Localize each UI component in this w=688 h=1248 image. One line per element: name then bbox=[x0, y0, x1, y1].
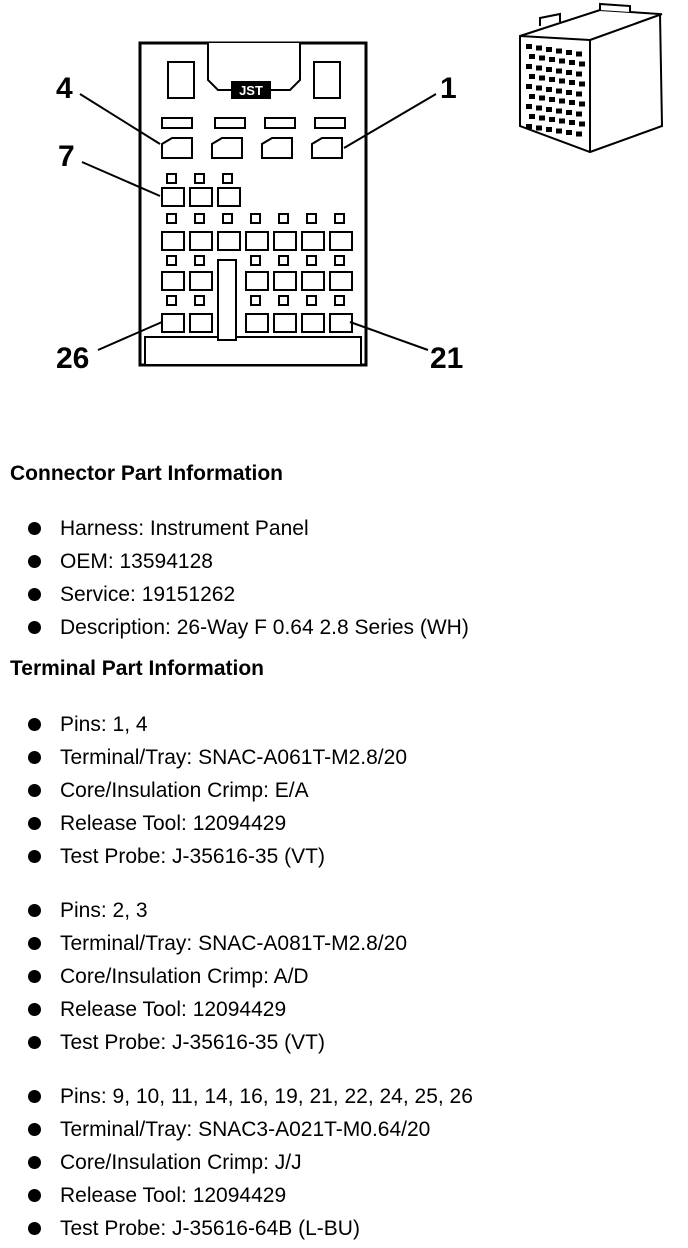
pin-label-7: 7 bbox=[58, 140, 75, 173]
bullet-icon bbox=[28, 970, 41, 983]
list-item: OEM: 13594128 bbox=[26, 545, 469, 578]
iso-cavity bbox=[536, 46, 542, 51]
iso-cavity bbox=[556, 109, 562, 114]
latch-window bbox=[307, 214, 316, 223]
bullet-icon bbox=[28, 1003, 41, 1016]
terminal-cavity bbox=[190, 232, 212, 250]
latch-window bbox=[279, 296, 288, 305]
iso-cavity bbox=[559, 119, 565, 124]
terminal-cavity bbox=[190, 272, 212, 290]
list-item: Release Tool: 12094429 bbox=[26, 807, 407, 840]
list-item: Test Probe: J-35616-35 (VT) bbox=[26, 1026, 407, 1059]
bullet-icon bbox=[28, 1123, 41, 1136]
iso-cavity bbox=[556, 89, 562, 94]
iso-cavity bbox=[566, 90, 572, 95]
list-item: Release Tool: 12094429 bbox=[26, 993, 407, 1026]
list-item: Pins: 2, 3 bbox=[26, 894, 407, 927]
list-item: Harness: Instrument Panel bbox=[26, 512, 469, 545]
iso-cavity bbox=[566, 50, 572, 55]
list-item: Description: 26-Way F 0.64 2.8 Series (WH) bbox=[26, 611, 469, 644]
iso-cavity bbox=[536, 66, 542, 71]
terminal-cavity bbox=[190, 314, 212, 332]
terminal-cavity bbox=[162, 272, 184, 290]
list-item: Service: 19151262 bbox=[26, 578, 469, 611]
latch-window bbox=[251, 296, 260, 305]
latch-window bbox=[251, 256, 260, 265]
list-item: Terminal/Tray: SNAC3-A021T-M0.64/20 bbox=[26, 1113, 473, 1146]
list-item: Core/Insulation Crimp: A/D bbox=[26, 960, 407, 993]
iso-cavity bbox=[566, 70, 572, 75]
iso-cavity bbox=[576, 52, 582, 57]
latch-window bbox=[195, 174, 204, 183]
latch-window bbox=[335, 214, 344, 223]
latch-window bbox=[307, 256, 316, 265]
connector-info-list bbox=[26, 512, 469, 644]
bullet-icon bbox=[28, 522, 41, 535]
iso-cavity bbox=[549, 117, 555, 122]
iso-cavity bbox=[579, 82, 585, 87]
bullet-icon bbox=[28, 784, 41, 797]
list-item: Terminal/Tray: SNAC-A081T-M2.8/20 bbox=[26, 927, 407, 960]
terminal-group-1 bbox=[26, 708, 407, 873]
iso-cavity bbox=[526, 104, 532, 109]
latch-window bbox=[279, 214, 288, 223]
terminal-group-3 bbox=[26, 1080, 473, 1245]
terminal-cavity bbox=[302, 232, 324, 250]
latch-window bbox=[223, 214, 232, 223]
terminal-cavity bbox=[274, 272, 296, 290]
iso-cavity bbox=[556, 129, 562, 134]
terminal-cavity bbox=[246, 314, 268, 332]
terminal-cavity bbox=[162, 188, 184, 206]
bullet-icon bbox=[28, 1189, 41, 1202]
bullet-icon bbox=[28, 1156, 41, 1169]
iso-cavity bbox=[576, 112, 582, 117]
bullet-icon bbox=[28, 1090, 41, 1103]
iso-cavity bbox=[569, 120, 575, 125]
latch-window bbox=[251, 214, 260, 223]
bullet-icon bbox=[28, 555, 41, 568]
terminal-cavity bbox=[190, 188, 212, 206]
terminal-cavity bbox=[162, 314, 184, 332]
bullet-icon bbox=[28, 937, 41, 950]
list-item: Test Probe: J-35616-64B (L-BU) bbox=[26, 1212, 473, 1245]
iso-cavity bbox=[529, 114, 535, 119]
iso-cavity bbox=[579, 62, 585, 67]
iso-cavity bbox=[526, 84, 532, 89]
iso-cavity bbox=[549, 77, 555, 82]
bullet-icon bbox=[28, 588, 41, 601]
terminal-cavity bbox=[274, 232, 296, 250]
latch-window bbox=[223, 174, 232, 183]
latch-window bbox=[195, 296, 204, 305]
jst-logo-text: JST bbox=[239, 83, 263, 98]
latch-window bbox=[195, 214, 204, 223]
terminal-cavity bbox=[330, 272, 352, 290]
terminal-cavity bbox=[302, 272, 324, 290]
iso-cavity bbox=[529, 54, 535, 59]
iso-cavity bbox=[576, 92, 582, 97]
iso-cavity bbox=[576, 72, 582, 77]
list-item: Release Tool: 12094429 bbox=[26, 1179, 473, 1212]
connector-face-diagram bbox=[0, 0, 688, 420]
iso-cavity bbox=[539, 56, 545, 61]
iso-cavity bbox=[569, 80, 575, 85]
iso-cavity bbox=[569, 100, 575, 105]
terminal-cavity bbox=[302, 314, 324, 332]
iso-cavity bbox=[549, 97, 555, 102]
bullet-icon bbox=[28, 718, 41, 731]
iso-cavity bbox=[529, 74, 535, 79]
bullet-icon bbox=[28, 1222, 41, 1235]
iso-cavity bbox=[546, 67, 552, 72]
latch-window bbox=[335, 256, 344, 265]
terminal-group-2 bbox=[26, 894, 407, 1059]
iso-cavity bbox=[566, 110, 572, 115]
iso-cavity bbox=[526, 44, 532, 49]
list-item: Test Probe: J-35616-35 (VT) bbox=[26, 840, 407, 873]
terminal-cavity bbox=[246, 232, 268, 250]
iso-cavity bbox=[556, 49, 562, 54]
terminal-cavity bbox=[162, 232, 184, 250]
iso-cavity bbox=[539, 116, 545, 121]
terminal-cavity bbox=[246, 272, 268, 290]
pin-label-21: 21 bbox=[430, 342, 464, 375]
bullet-icon bbox=[28, 904, 41, 917]
iso-cavity bbox=[559, 79, 565, 84]
terminal-info-heading: Terminal Part Information bbox=[10, 657, 264, 680]
iso-cavity bbox=[526, 124, 532, 129]
pin-label-26: 26 bbox=[56, 342, 90, 375]
latch-window bbox=[335, 296, 344, 305]
latch-window bbox=[167, 174, 176, 183]
terminal-cavity bbox=[330, 232, 352, 250]
iso-cavity bbox=[579, 102, 585, 107]
iso-cavity bbox=[536, 86, 542, 91]
latch-window bbox=[195, 256, 204, 265]
pin-label-4: 4 bbox=[56, 72, 73, 105]
latch-window bbox=[167, 214, 176, 223]
list-item: Core/Insulation Crimp: E/A bbox=[26, 774, 407, 807]
terminal-cavity bbox=[218, 232, 240, 250]
bullet-icon bbox=[28, 850, 41, 863]
top-slot-right bbox=[314, 62, 340, 98]
iso-cavity bbox=[549, 57, 555, 62]
center-divider bbox=[218, 260, 236, 340]
iso-cavity bbox=[559, 59, 565, 64]
bullet-icon bbox=[28, 621, 41, 634]
terminal-cavity bbox=[274, 314, 296, 332]
latch-window bbox=[279, 256, 288, 265]
bullet-icon bbox=[28, 1036, 41, 1049]
pin-label-1: 1 bbox=[440, 72, 457, 105]
iso-cavity bbox=[536, 106, 542, 111]
iso-cavity bbox=[566, 130, 572, 135]
iso-cavity bbox=[539, 96, 545, 101]
top-slot-left bbox=[168, 62, 194, 98]
iso-cavity bbox=[546, 47, 552, 52]
list-item: Terminal/Tray: SNAC-A061T-M2.8/20 bbox=[26, 741, 407, 774]
iso-cavity bbox=[546, 107, 552, 112]
iso-cavity bbox=[576, 132, 582, 137]
iso-cavity bbox=[529, 94, 535, 99]
terminal-cavity bbox=[218, 188, 240, 206]
list-item: Pins: 9, 10, 11, 14, 16, 19, 21, 22, 24, 25, 26 bbox=[26, 1080, 473, 1113]
iso-cavity bbox=[556, 69, 562, 74]
iso-cavity bbox=[539, 76, 545, 81]
latch-window bbox=[167, 296, 176, 305]
iso-cavity bbox=[579, 122, 585, 127]
list-item: Core/Insulation Crimp: J/J bbox=[26, 1146, 473, 1179]
iso-cavity bbox=[546, 87, 552, 92]
iso-cavity bbox=[569, 60, 575, 65]
latch-window bbox=[167, 256, 176, 265]
terminal-cavity bbox=[330, 314, 352, 332]
bottom-strip bbox=[145, 337, 361, 365]
latch-window bbox=[307, 296, 316, 305]
iso-cavity bbox=[546, 127, 552, 132]
list-item: Pins: 1, 4 bbox=[26, 708, 407, 741]
bullet-icon bbox=[28, 817, 41, 830]
bullet-icon bbox=[28, 751, 41, 764]
iso-cavity bbox=[536, 126, 542, 131]
iso-cavity bbox=[526, 64, 532, 69]
connector-info-heading: Connector Part Information bbox=[10, 462, 284, 485]
iso-cavity bbox=[559, 99, 565, 104]
